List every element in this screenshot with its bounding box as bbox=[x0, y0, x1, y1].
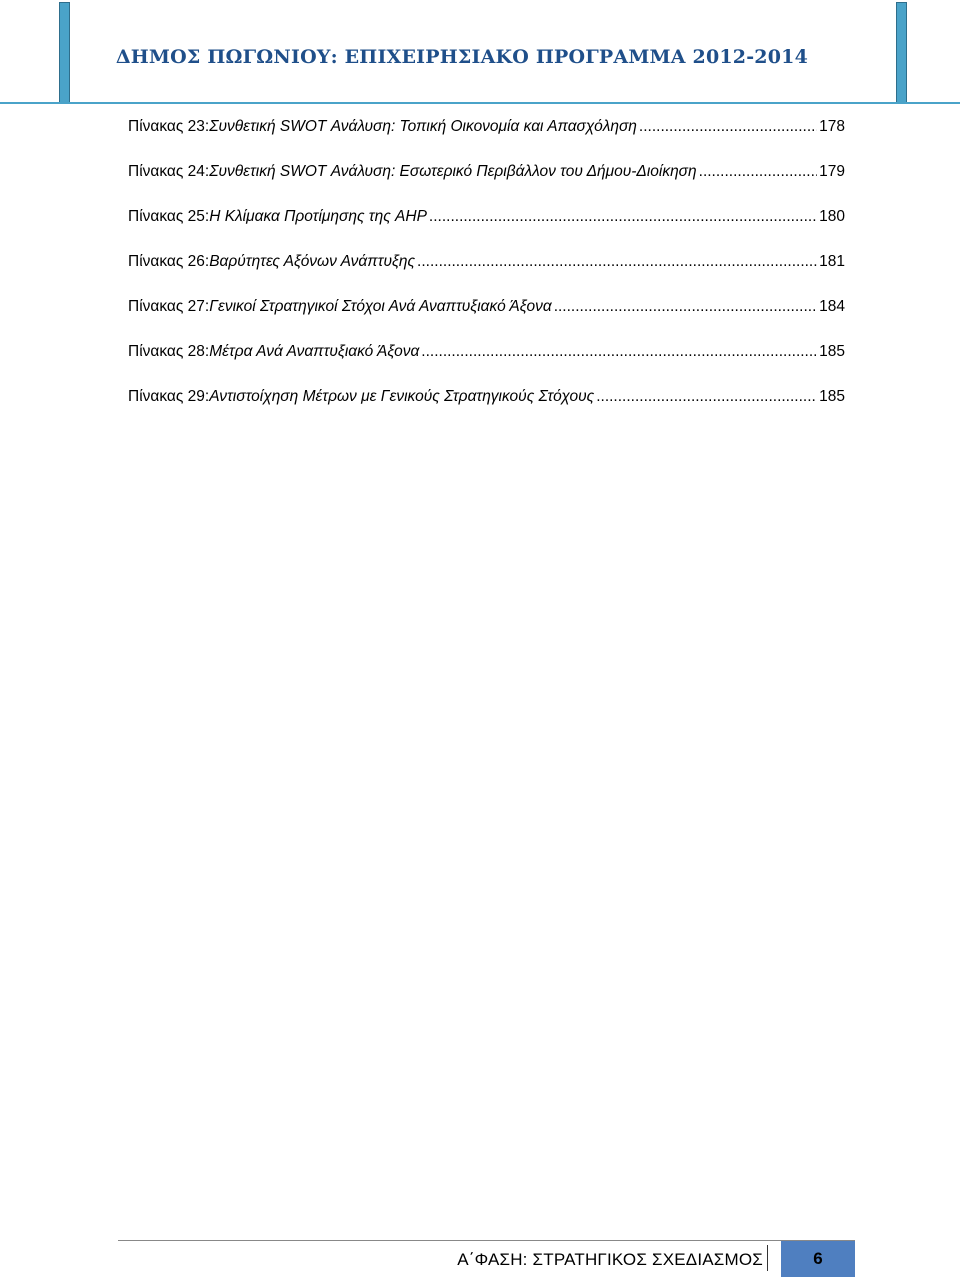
toc-entry-label: Πίνακας 25: bbox=[128, 208, 210, 225]
toc-entry-label: Πίνακας 24: bbox=[128, 163, 210, 180]
toc-entry-page: 181 bbox=[819, 253, 845, 270]
page-header-title: ΔΗΜΟΣ ΠΩΓΩΝΙΟΥ: ΕΠΙΧΕΙΡΗΣΙΑΚΟ ΠΡΟΓΡΑΜΜΑ 2012-2014 bbox=[115, 46, 808, 68]
toc-dot-leader bbox=[639, 116, 817, 138]
toc-entry-title: Μέτρα Ανά Αναπτυξιακό Άξονα bbox=[209, 343, 420, 360]
header-right-bar bbox=[896, 2, 907, 103]
toc-entry[interactable] bbox=[128, 116, 845, 161]
toc-entry-title: Συνθετική SWOT Ανάλυση: Εσωτερικό Περιβάλλον του Δήμου-Διοίκηση bbox=[209, 163, 697, 180]
toc-entry[interactable] bbox=[128, 386, 845, 431]
page-number-badge bbox=[781, 1241, 855, 1277]
header-divider bbox=[0, 102, 960, 104]
toc-entry-page: 179 bbox=[819, 163, 845, 180]
toc-entry-page: 185 bbox=[819, 388, 845, 405]
toc-entry-label: Πίνακας 26: bbox=[128, 253, 210, 270]
toc-entry-title: Βαρύτητες Αξόνων Ανάπτυξης bbox=[209, 253, 416, 270]
page-number: 6 bbox=[813, 1249, 823, 1268]
toc-entry[interactable] bbox=[128, 341, 845, 386]
header-left-bar bbox=[59, 2, 70, 103]
toc-dot-leader bbox=[699, 161, 817, 183]
footer-separator bbox=[767, 1245, 768, 1271]
toc-entry[interactable] bbox=[128, 296, 845, 341]
toc-entry-label: Πίνακας 28: bbox=[128, 343, 210, 360]
toc-dot-leader bbox=[417, 251, 817, 273]
toc-dot-leader bbox=[596, 386, 817, 408]
toc-entry-label: Πίνακας 29: bbox=[128, 388, 210, 405]
toc-entry-page: 185 bbox=[819, 343, 845, 360]
toc-entry-label: Πίνακας 23: bbox=[128, 118, 210, 135]
toc-dot-leader bbox=[421, 341, 817, 363]
toc-entry-title: Αντιστοίχηση Μέτρων με Γενικούς Στρατηγικούς Στόχους bbox=[209, 388, 595, 405]
toc-entry-page: 178 bbox=[819, 118, 845, 135]
toc-dot-leader bbox=[429, 206, 817, 228]
toc-entry-title: Γενικοί Στρατηγικοί Στόχοι Ανά Αναπτυξιακό Άξονα bbox=[209, 298, 552, 315]
table-of-contents bbox=[128, 116, 845, 431]
toc-entry-label: Πίνακας 27: bbox=[128, 298, 210, 315]
footer-divider bbox=[118, 1240, 855, 1241]
toc-entry[interactable] bbox=[128, 161, 845, 206]
toc-entry[interactable] bbox=[128, 206, 845, 251]
toc-entry-page: 184 bbox=[819, 298, 845, 315]
toc-entry-title: Συνθετική SWOT Ανάλυση: Τοπική Οικονομία και Απασχόληση bbox=[209, 118, 637, 135]
footer-section-title: Α΄ΦΑΣΗ: ΣΤΡΑΤΗΓΙΚΟΣ ΣΧΕΔΙΑΣΜΟΣ bbox=[457, 1250, 763, 1269]
toc-entry[interactable] bbox=[128, 251, 845, 296]
toc-entry-page: 180 bbox=[819, 208, 845, 225]
toc-dot-leader bbox=[554, 296, 817, 318]
toc-entry-title: Η Κλίμακα Προτίμησης της AHP bbox=[209, 208, 427, 225]
